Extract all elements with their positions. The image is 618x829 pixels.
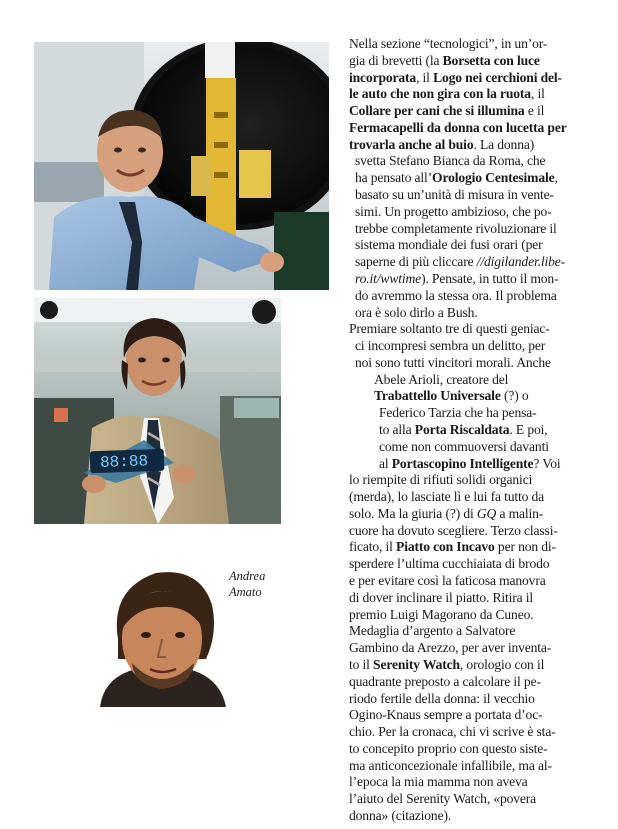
article-line: Fermacapelli da donna con lucetta per [349,119,567,135]
article-line: Medaglia d’argento a Salvatore [349,623,516,639]
article-line: solo. Ma la giuria (?) di GQ a malin- [349,505,544,521]
article-line: saperne di più cliccare //digilander.libe- [355,254,565,270]
clock-display-digits: 88:88 [99,452,149,472]
article-line: lo riempite di rifiuti solidi organici [349,472,533,488]
article-line: do avremmo la stessa ora. Il problema [355,287,557,303]
article-line: ora è solo dirlo a Bush. [355,304,478,320]
article-line: ma anticoncezionale infallibile, ma al- [349,757,552,773]
article-line: Abele Arioli, creatore del [374,371,509,387]
article-line: quadrante preposto a calcolare il pe- [349,673,541,689]
article-line: trovarla anche al buio. La donna) [349,136,535,152]
caption-first-name: Andrea [229,569,266,583]
article-line: ro.it/wwtime). Pensate, in tutto il mon- [355,270,559,286]
article-line: to concepito proprio con questo siste- [349,740,548,756]
article-line: come non commuoversi davanti [379,438,549,454]
article-line: sperdere l’ultima cucchiaiata di brodo [349,556,550,572]
article-line: cuore ha dovuto scegliere. Terzo classi- [349,522,558,538]
article-line: chio. Per la cronaca, chi vi scrive è sta- [349,724,556,740]
article-line: donna» (citazione). [349,808,452,823]
article-line: trebbe completamente rivoluzionare il [355,220,557,236]
article-line: incorporata, il Logo nei cerchioni del- [349,69,562,85]
article-line: le auto che non gira con la ruota, il [349,86,545,102]
article-line: to il Serenity Watch, orologio con il [349,656,545,672]
article-line: ha pensato all’Orologio Centesimale, [355,170,558,186]
article-line: ci incompresi sembra un delitto, per [355,338,546,354]
article-line: simi. Un progetto ambizioso, che po- [355,203,552,219]
caption-last-name: Amato [229,585,262,599]
article-line: Collare per cani che si illumina e il [349,103,545,119]
article-line: premio Luigi Magorano da Cuneo. [349,606,534,622]
article-line: al Portascopino Intelligente? Voi [379,455,561,471]
article-line: riodo fertile della donna: il vecchio [349,690,535,706]
article-line: basato su un’unità di misura in vente- [355,187,554,203]
article-line: noi sono tutti vincitori morali. Anche [355,354,551,370]
article-line: gia di brevetti (la Borsetta con luce [349,52,540,68]
article-line: Premiare soltanto tre di questi geniac- [349,321,550,337]
article-line: Ogino-Knaus sempre a portata d’oc- [349,707,543,723]
article-line: to alla Porta Riscaldata. E poi, [379,422,548,437]
article-line: e per evitare così la faticosa manovra [349,573,546,589]
article-line: Trabattello Universale (?) o [374,388,529,404]
article-line: svetta Stefano Bianca da Roma, che [355,153,546,169]
article-line: Federico Tarzia che ha pensa- [379,405,537,421]
article-line: l’aiuto del Serenity Watch, «povera [349,791,537,807]
article-line: Nella sezione “tecnologici”, in un’or- [349,36,548,51]
article-line: l’epoca la mia mamma non aveva [349,774,528,790]
article-line: di dover inclinare il piatto. Ritira il [349,589,534,605]
article-line: ficato, il Piatto con Incavo per non di- [349,539,556,555]
article-line: Gambino da Arezzo, per aver inventa- [349,640,552,656]
article-line: (merda), lo lasciate lì e lui fa tutto da [349,489,545,505]
article-line: sistema mondiale dei fusi orari (per [355,237,543,253]
